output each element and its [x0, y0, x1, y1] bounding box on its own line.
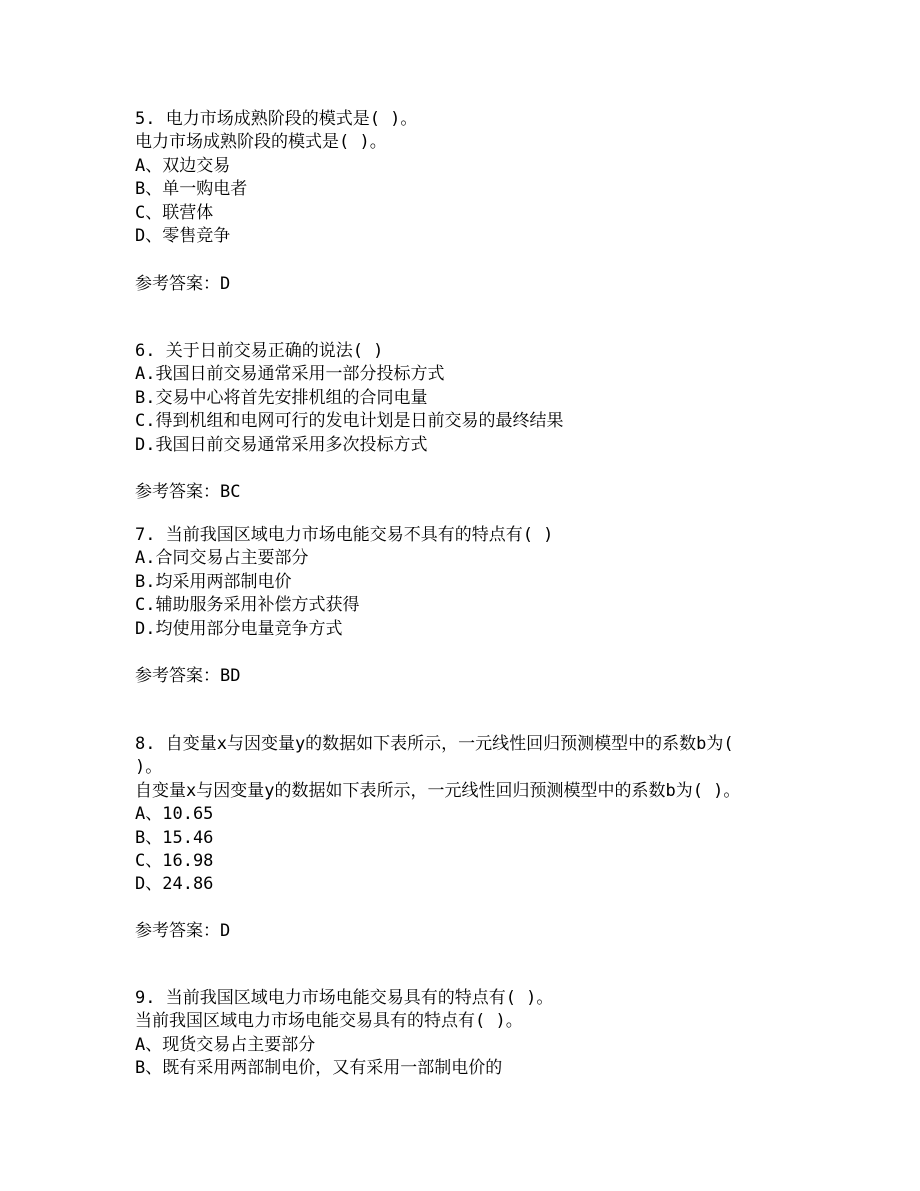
question-stem: 5. 电力市场成熟阶段的模式是( )。 [135, 109, 418, 129]
option-c: C、16.98 [135, 850, 214, 871]
option-c: C.辅助服务采用补偿方式获得 [135, 595, 360, 616]
question-stem: 9. 当前我国区域电力市场电能交易具有的特点有( )。 [135, 988, 554, 1008]
option-b: B.均采用两部制电价 [135, 571, 292, 592]
option-a: A.合同交易占主要部分 [135, 548, 309, 569]
question-9 [135, 987, 785, 1081]
question-7 [135, 524, 785, 641]
option-c: C.得到机组和电网可行的发电计划是日前交易的最终结果 [135, 411, 564, 432]
question-5 [135, 108, 785, 248]
option-a: A、10.65 [135, 804, 214, 825]
question-stem: 6. 关于日前交易正确的说法( ) [135, 341, 384, 361]
question-8 [135, 733, 785, 897]
answer-7: 参考答案：BD [135, 666, 241, 686]
question-stem: 8. 自变量x与因变量y的数据如下表所示，一元线性回归预测模型中的系数b为( [135, 734, 734, 754]
question-restated: 当前我国区域电力市场电能交易具有的特点有( )。 [135, 1011, 523, 1032]
question-6 [135, 340, 785, 457]
question-stem: 7. 当前我国区域电力市场电能交易不具有的特点有( ) [135, 525, 554, 545]
option-a: A、双边交易 [135, 155, 231, 176]
option-b: B、15.46 [135, 827, 214, 848]
answer-6: 参考答案：BC [135, 482, 241, 502]
option-d: D.均使用部分电量竞争方式 [135, 618, 343, 639]
question-stem-continued: )。 [135, 757, 163, 778]
question-restated: 电力市场成熟阶段的模式是( )。 [135, 132, 387, 153]
question-restated: 自变量x与因变量y的数据如下表所示，一元线性回归预测模型中的系数b为( )。 [135, 780, 741, 801]
option-c: C、联营体 [135, 202, 214, 223]
option-b: B、单一购电者 [135, 179, 248, 200]
option-a: A.我国日前交易通常采用一部分投标方式 [135, 364, 445, 385]
option-d: D、24.86 [135, 874, 214, 895]
option-b: B、既有采用两部制电价，又有采用一部制电价的 [135, 1058, 503, 1079]
option-b: B.交易中心将首先安排机组的合同电量 [135, 387, 428, 408]
option-d: D.我国日前交易通常采用多次投标方式 [135, 434, 428, 455]
answer-8: 参考答案：D [135, 921, 231, 941]
answer-5: 参考答案：D [135, 274, 231, 294]
option-d: D、零售竞争 [135, 225, 231, 246]
option-a: A、现货交易占主要部分 [135, 1034, 316, 1055]
